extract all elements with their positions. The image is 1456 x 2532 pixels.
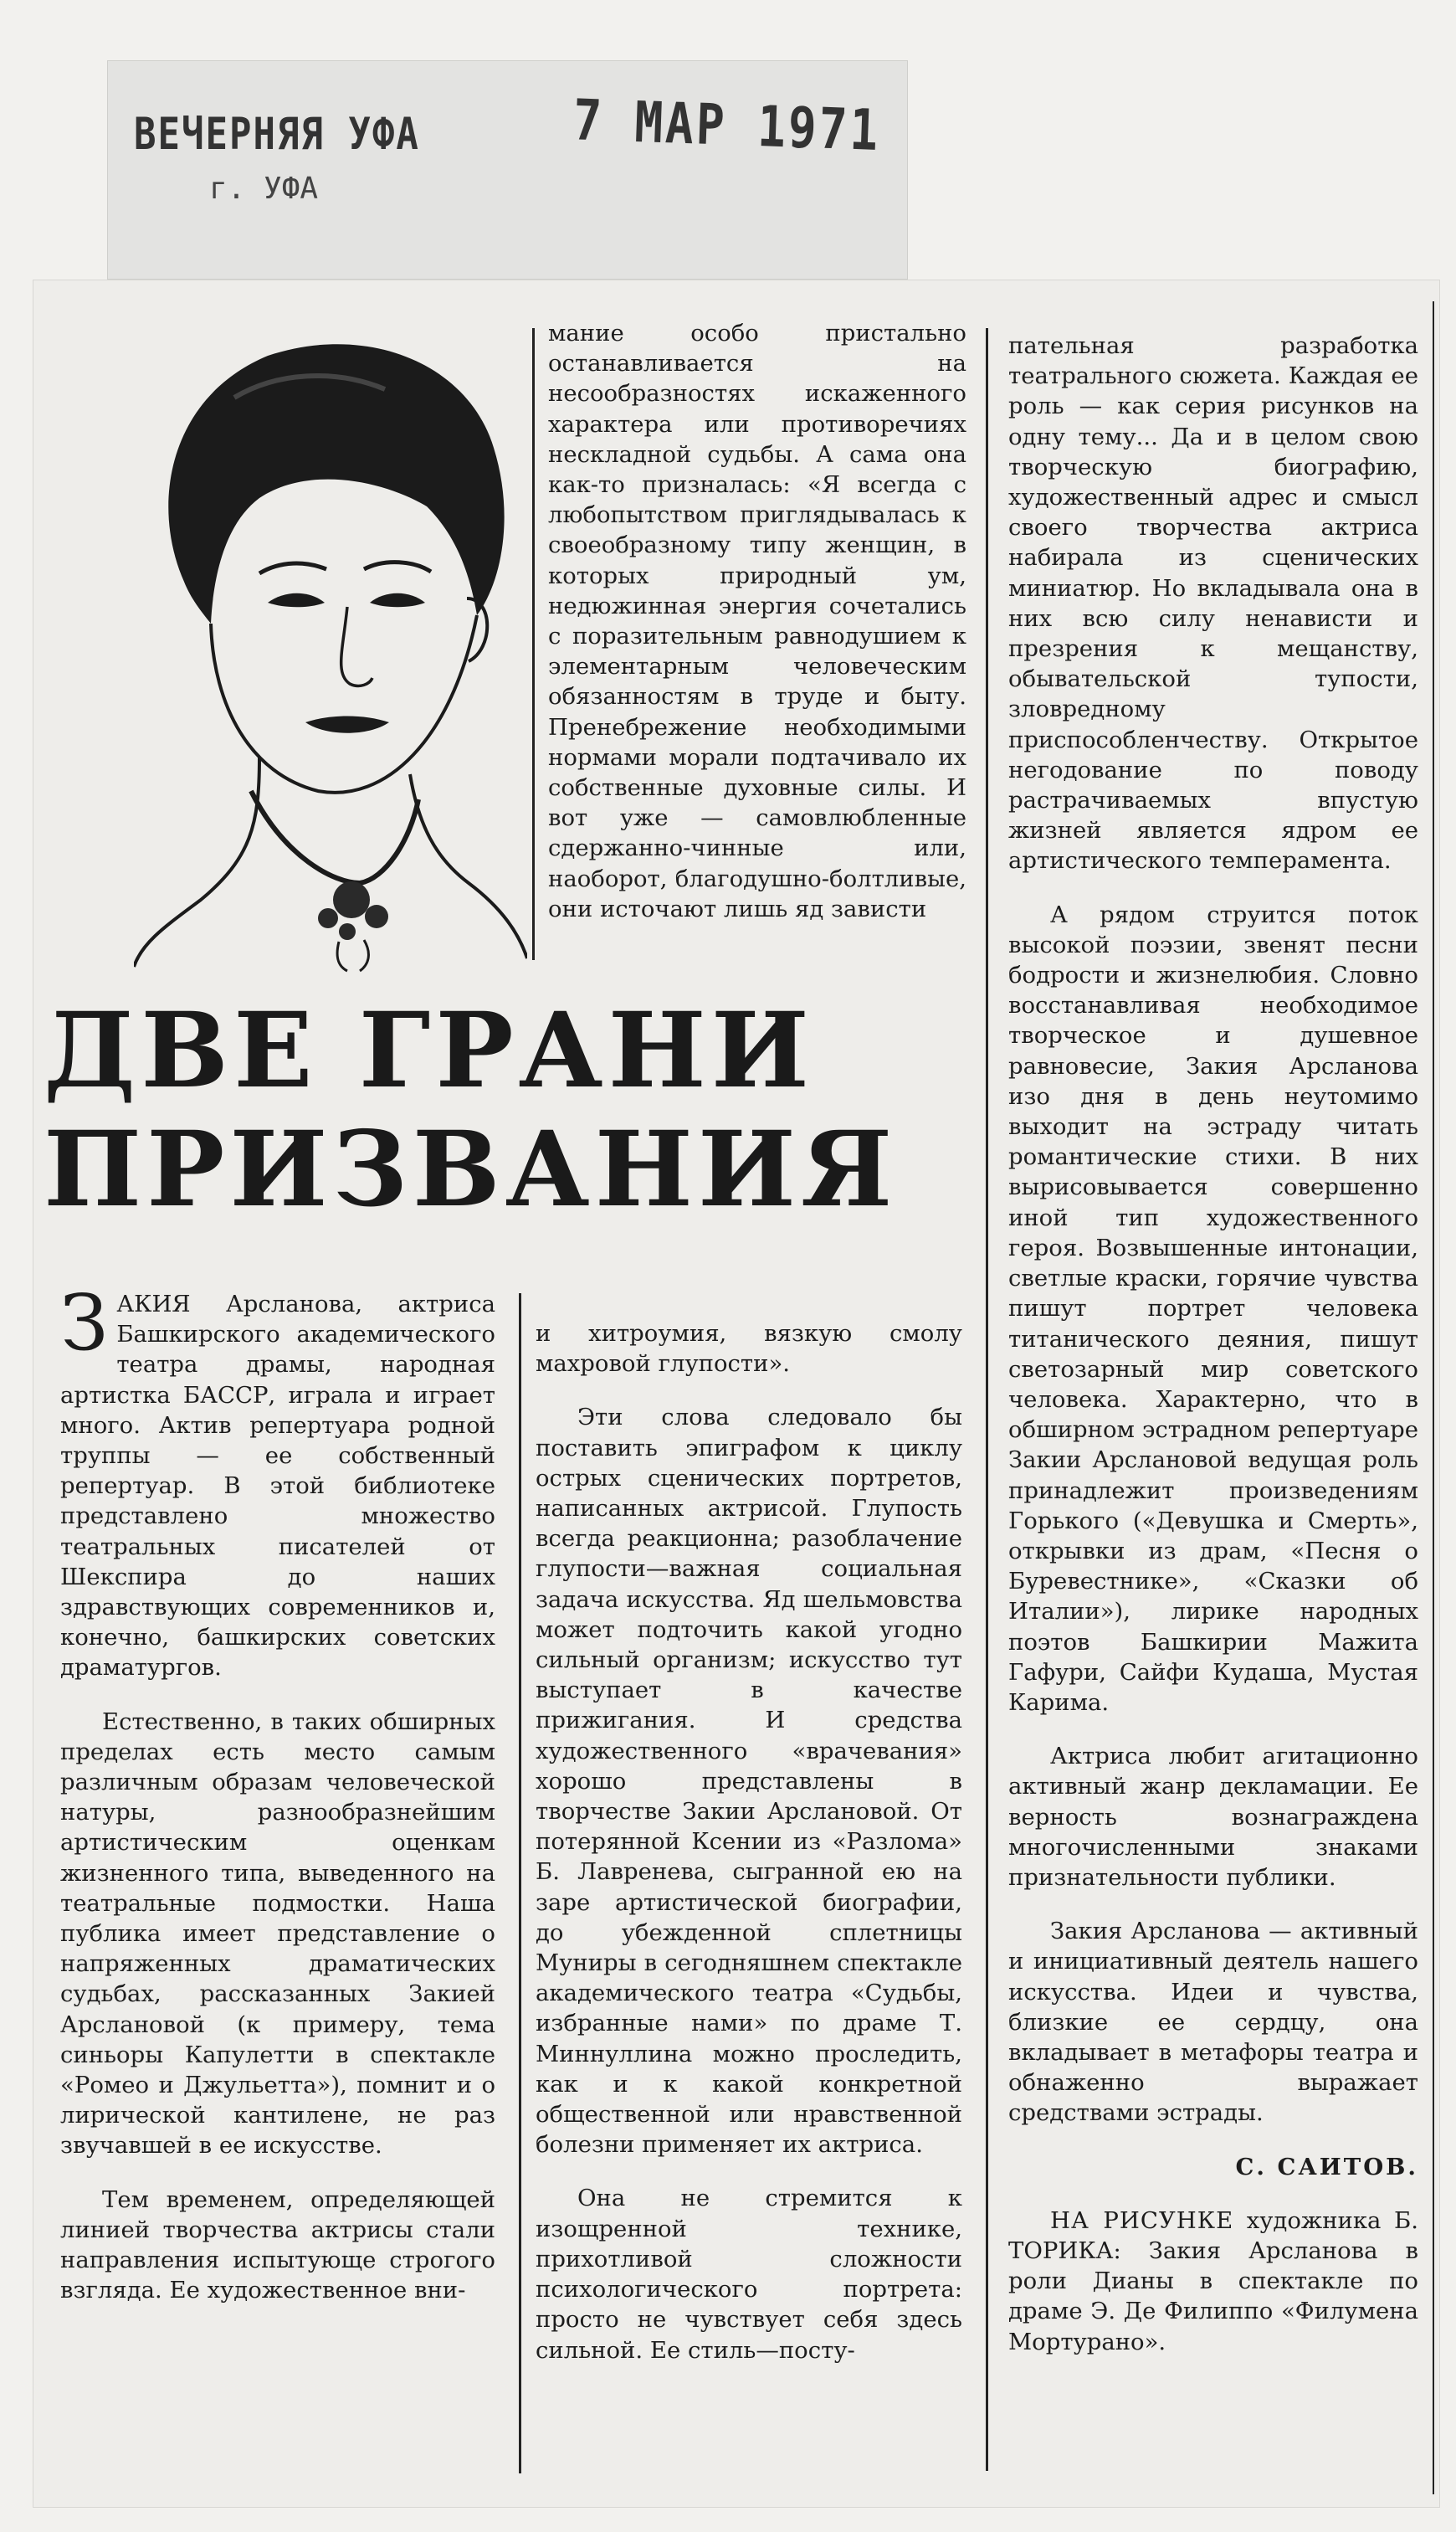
stamp-date: 7 МАР 1971: [572, 88, 882, 164]
column-rule-left: [532, 328, 535, 960]
caption-text: художника Б. ТОРИКА: Закия Арсланова в роли Дианы в спектакле по драме Э. Де Филиппо «Филумена Мортурано».: [1008, 2206, 1418, 2355]
col3-paragraph-3: Актриса любит агитационно активный жанр декламации. Ее верность вознаграждена многочисленными знаками признательности публики.: [1008, 1743, 1418, 1891]
article-column-3: [1008, 331, 1418, 2380]
col2-top-paragraph-1: мание особо пристально останавливается на несообразностях искаженного характера или противоречиях нескладной судьбы. А сама она как-то призналась: «Я всегда с любопытством приглядывалась к своеобразному типу женщин, в которых природный ум, недюжинная энергия сочетались с поразительным равнодушием к элементарным человеческим обязанностям в труде и быту. Пренебрежение необходимыми нормами морали подтачивало их собственные духовные силы. И вот уже — самовлюбленные сдержанно-чинные или, наоборот, благодушно-болтливые, они источают лишь яд зависти: [548, 320, 966, 922]
col1-paragraph-1-text: АКИЯ Арсланова, актриса Башкирского академического театра драмы, народная артистка БАССР, играла и играет много. Актив репертуара родной труппы — ее собственный репертуар. В этой библиотеке представлено множество театральных писателей от Шекспира до наших здравствующих современников и, конечно, башкирских советских драматургов.: [60, 1291, 495, 1682]
col1-paragraph-1: [60, 1278, 495, 1683]
headline-line-2: ПРИЗВАНИЯ: [44, 1109, 898, 1230]
col2-bottom-paragraph-1: и хитроумия, вязкую смолу махровой глупости».: [536, 1320, 962, 1378]
article-column-2-bottom: [536, 1318, 962, 2389]
article-column-1: [60, 1278, 495, 2329]
headline-line-1: ДВЕ ГРАНИ: [44, 990, 814, 1112]
col2-bottom-paragraph-3: Она не стремится к изощренной технике, прихотливой сложности психологического портрета: просто не чувствует себя здесь сильной. Ее стиль—посту-: [536, 2185, 962, 2364]
column-rule-center: [986, 328, 988, 2471]
drop-cap: З: [60, 1278, 109, 1368]
caption-lead: НА РИСУНКЕ: [1050, 2206, 1234, 2234]
article-headline: [44, 992, 964, 1230]
author-signature: С. САИТОВ.: [1235, 2153, 1418, 2180]
illustration-caption: [1008, 2206, 1418, 2357]
col3-paragraph-1: пательная разработка театрального сюжета. Каждая ее роль — как серия рисунков на одну тему... Да и в целом свою творческую биографию, художественный адрес и смысл своего творчества актриса набирала из сценических миниатюр. Но вкладывала она в них всю силу ненависти и презрения к мещанству, обывательской тупости, зловредному приспособленчеству. Открытое негодование по поводу растрачиваемых впустую жизней является ядром ее артистического темперамента.: [1008, 332, 1418, 875]
archive-stamp-card: [107, 60, 908, 280]
col2-bottom-paragraph-2: Эти слова следовало бы поставить эпиграфом к циклу острых сценических портретов, написанных актрисой. Глупость всегда реакционна; разоблачение глупости—важная социальная задача искусства. Яд шельмовства может подточить какой угодно сильный организм; искусство тут выступает в качестве прижигания. И средства художественного «врачевания» хорошо представлены в творчестве Закии Арслановой. От потерянной Ксении из «Разлома» Б. Лавренева, сыгранной ею на заре артистической биографии, до убежденной сплетницы Муниры в сегодняшнем спектакле академического театра «Судьбы, избранные нами» по драме Т. Миннуллина можно проследить, как и к какой конкретной общественной или нравственной болезни применяет их актриса.: [536, 1404, 962, 2159]
col3-paragraph-2: А рядом струится поток высокой поэзии, звенят песни бодрости и жизнелюбия. Словно восстанавливая необходимое творческое и душевное равновесие, Закия Арсланова изо дня в день неутомимо выходит на эстраду читать романтические стихи. В них вырисовывается совершенно иной тип художественного героя. Возвышенные интонации, светлые краски, горячие чувства пишут портрет человека титанического деяния, пишут светозарный мир советского человека. Характерно, что в обширном эстрадном репертуаре Закии Арслановой ведущая роль принадлежит произведениям Горького («Девушка и Смерть», открывки из драм, «Песня о Буревестнике», «Сказки об Италии»), лирике народных поэтов Башкирии Мажита Гафури, Сайфи Кудаша, Мустая Карима.: [1008, 901, 1418, 1716]
portrait-illustration: [134, 322, 527, 975]
stamp-newspaper-name: ВЕЧЕРНЯЯ УФА: [134, 108, 420, 161]
clipping-right-rule: [1433, 301, 1434, 2494]
col3-paragraph-4: Закия Арсланова — активный и инициативный деятель нашего искусства. Идеи и чувства, близкие ее сердцу, она вкладывает в метафоры театра и обнаженно выражает средствами эстрады.: [1008, 1918, 1418, 2127]
article-column-2-top: [548, 318, 966, 948]
column-rule-lower: [519, 1293, 521, 2473]
stamp-city: г. УФА: [209, 172, 319, 206]
col1-paragraph-2: Естественно, в таких обширных пределах есть место самым различным образам человеческой натуры, разнообразнейшим артистическим оценкам жизненного типа, выведенного на театральные подмостки. Наша публика имеет представление о напряженных драматических судьбах, рассказанных Закией Арслановой (к примеру, тема синьоры Капулетти в спектакле «Ромео и Джульетта»), помнит и о лирической кантилене, не раз звучавшей в ее искусстве.: [60, 1708, 495, 2160]
col1-paragraph-3: Тем временем, определяющей линией творчества актрисы стали направления испытующе строгого взгляда. Ее художественное вни-: [60, 2185, 495, 2304]
